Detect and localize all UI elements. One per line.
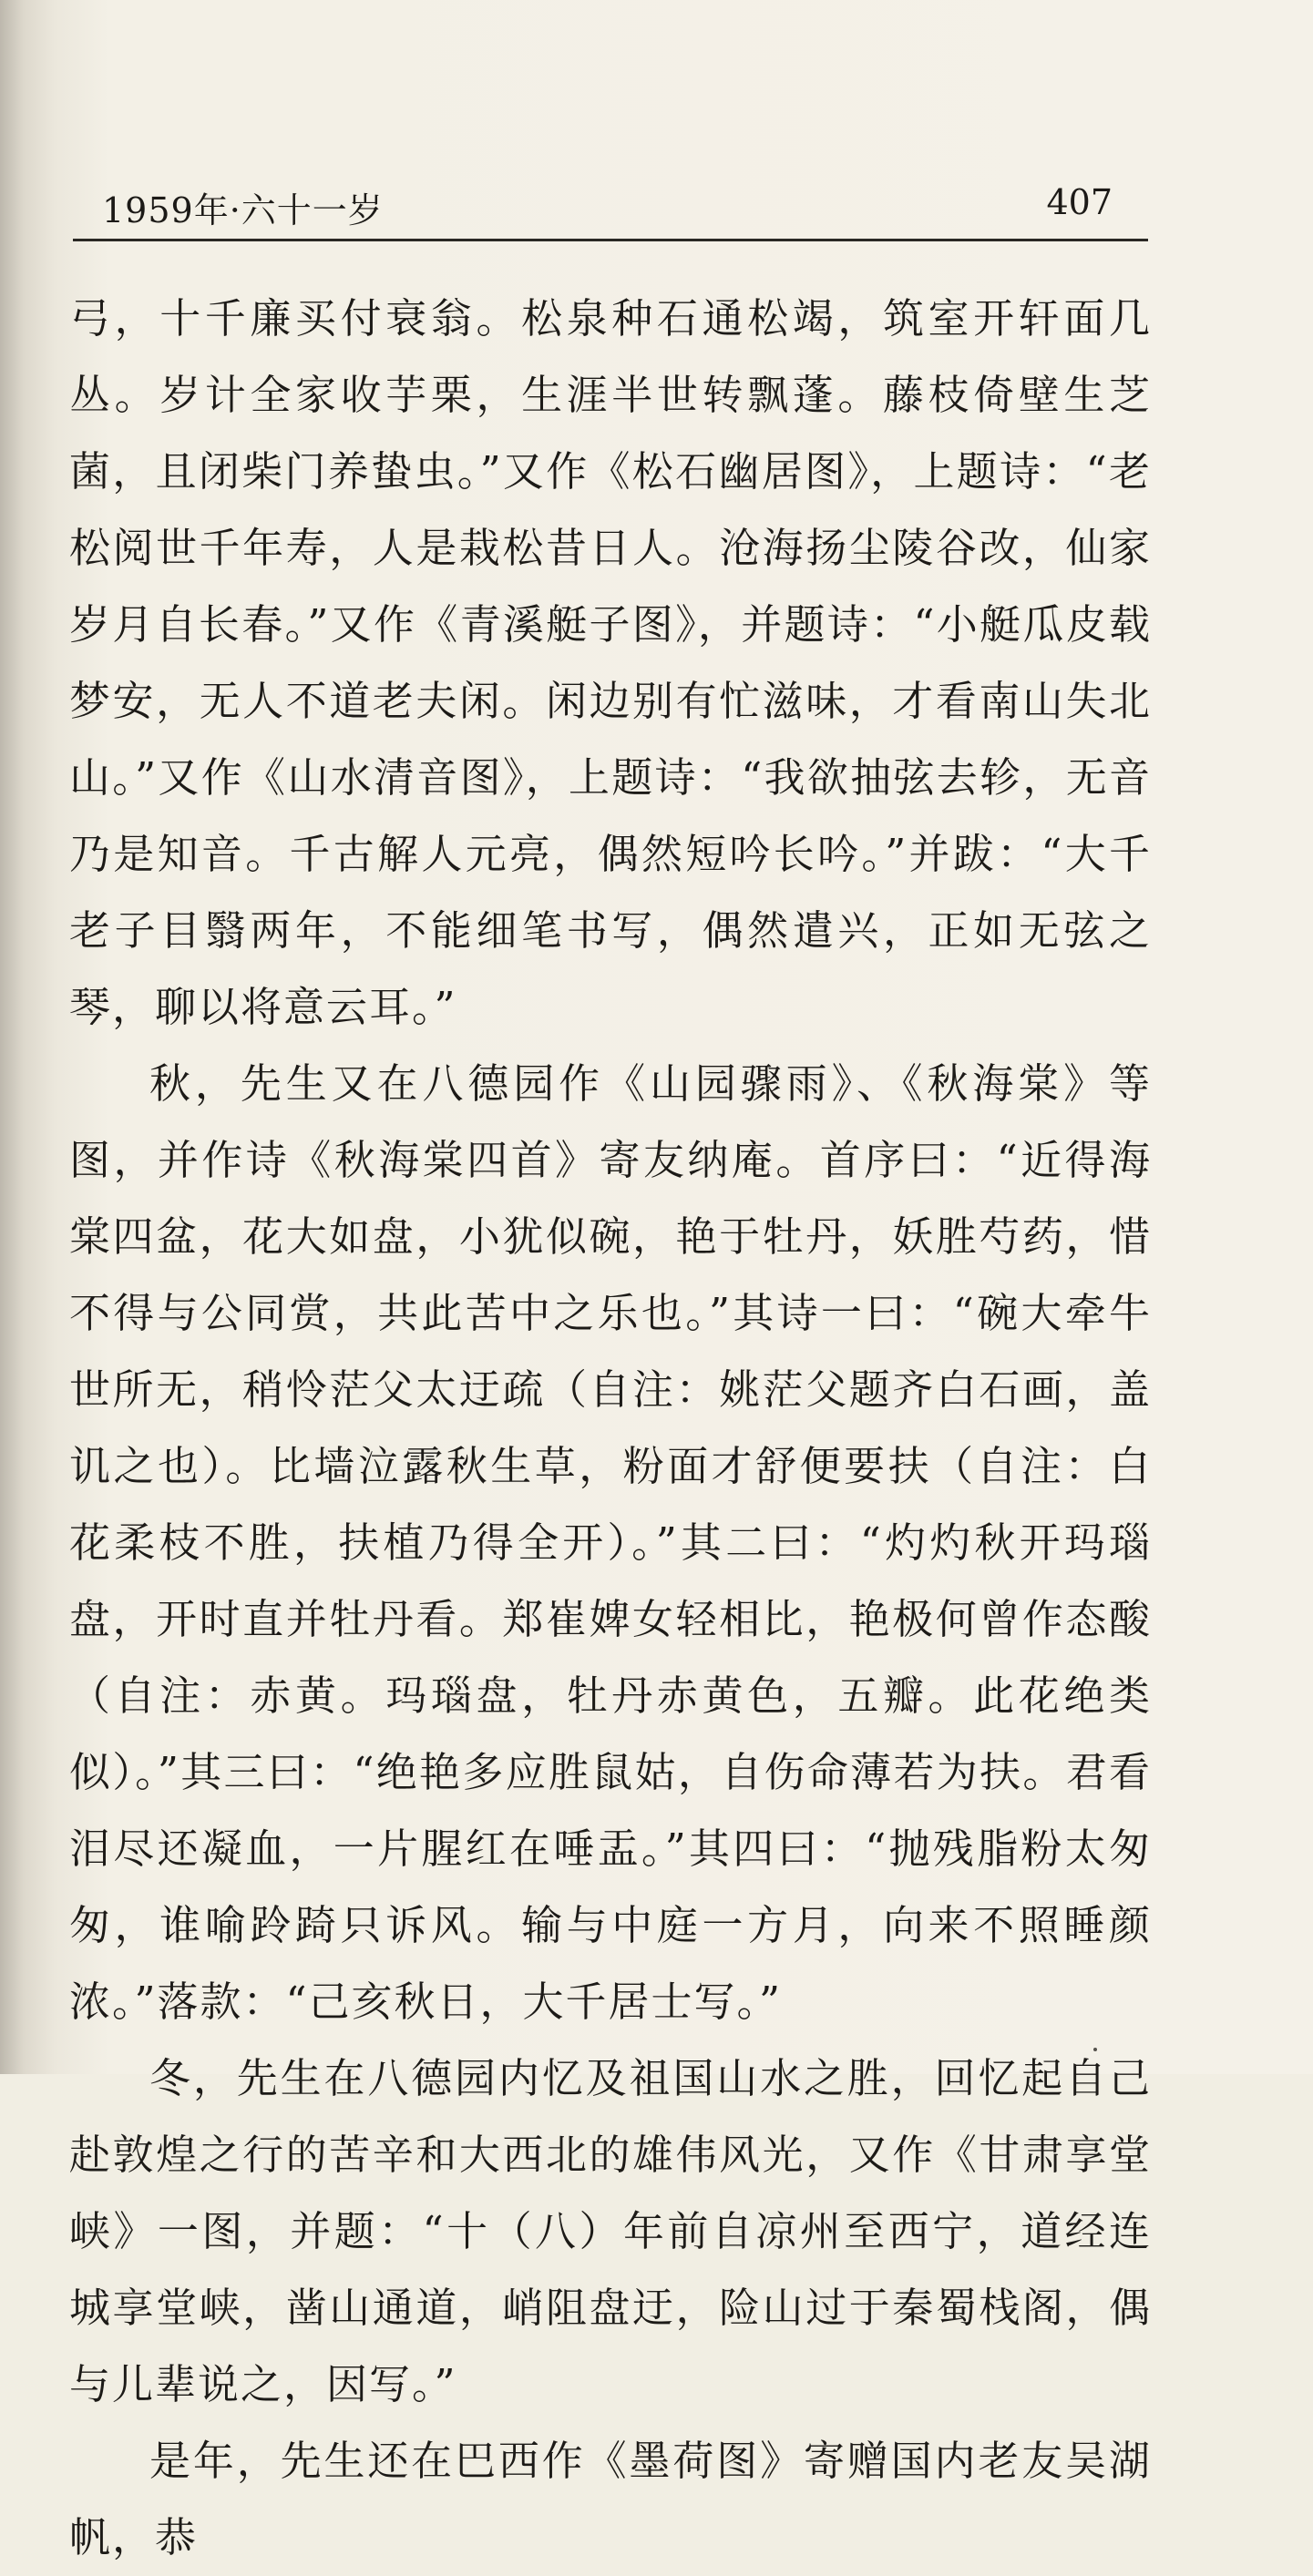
paragraph-4: 是年，先生还在巴西作《墨荷图》寄赠国内老友吴湖帆，恭 <box>69 2437 1152 2561</box>
paragraph-1: 弓，十千廉买付衰翁。松泉种石通松竭，筑室开轩面几丛。岁计全家收芋栗，生涯半世转飘蓬。藤枝倚壁生芝菌，且闭柴门养蛰虫。”又作《松石幽居图》，上题诗：“老松阅世千年寿，人是栽松昔日人。沧海扬尘陵谷改，仙家岁月自长春。”又作《青溪艇子图》，并题诗：“小艇瓜皮载梦安，无人不道老夫闲。闲边别有忙滋味，才看南山失北山。”又作《山水清音图》，上题诗：“我欲抽弦去轸，无音乃是知音。千古解人元亮，偶然短吟长吟。”并跋：“大千老子目翳两年，不能细笔书写，偶然遣兴，正如无弦之琴，聊以将意云耳。” <box>69 294 1152 1031</box>
header-rule <box>73 239 1148 241</box>
page-number: 407 <box>1046 182 1113 222</box>
running-header <box>73 182 1149 237</box>
body-text <box>69 281 1152 2576</box>
paragraph-3: 冬，先生在八德园内忆及祖国山水之胜，回忆起自己赴敦煌之行的苦辛和大西北的雄伟风光，又作《甘肃享堂峡》一图，并题：“十（八）年前自凉州至西宁，道经连城享堂峡，凿山通道，峭阻盘迂，险山过于秦蜀栈阁，偶与儿辈说之，因写。” <box>69 2054 1152 2408</box>
header-title: 1959年·六十一岁 <box>102 190 384 230</box>
paper-speck <box>1093 2048 1097 2051</box>
paragraph-2: 秋，先生又在八德园作《山园骤雨》、《秋海棠》等图，并作诗《秋海棠四首》寄友纳庵。首序曰：“近得海棠四盆，花大如盘，小犹似碗，艳于牡丹，妖胜芍药，惜不得与公同赏，共此苦中之乐也。”其诗一曰：“碗大牵牛世所无，稍怜茫父太迂疏（自注：姚茫父题齐白石画，盖讥之也）。比墙泣露秋生草，粉面才舒便要扶（自注：白花柔枝不胜，扶植乃得全开）。”其二曰：“灼灼秋开玛瑙盘，开时直并牡丹看。郑崔婢女轻相比，艳极何曾作态酸（自注：赤黄。玛瑙盘，牡丹赤黄色，五瓣。此花绝类似）。”其三曰：“绝艳多应胜鼠姑，自伤命薄若为扶。君看泪尽还凝血，一片腥红在唾盂。”其四曰：“抛残脂粉太匆匆，谁喻跉踦只诉风。输与中庭一方月，向来不照睡颜浓。”落款：“己亥秋日，大千居士写。” <box>69 1059 1152 2026</box>
